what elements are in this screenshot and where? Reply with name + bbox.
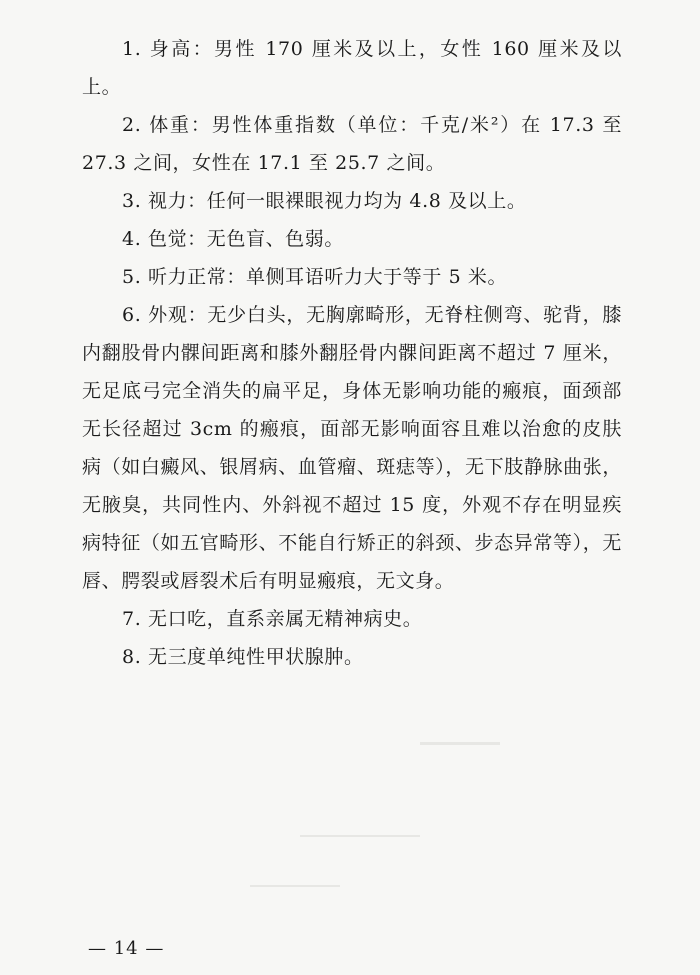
requirement-item-4: 4. 色觉：无色盲、色弱。 xyxy=(122,228,344,250)
requirement-item-7: 7. 无口吃，直系亲属无精神病史。 xyxy=(122,608,423,630)
page-number: — 14 — xyxy=(88,938,165,959)
requirement-item-6: 6. 外观：无少白头，无胸廓畸形，无脊柱侧弯、驼背，膝内翻股骨内髁间距离和膝外翻胫骨内髁间距离不超过 7 厘米，无足底弓完全消失的扁平足，身体无影响功能的瘢痕，面颈部无长径超过 3cm 的瘢痕，面部无影响面容且难以治愈的皮肤病（如白癜风、银屑病、血管瘤、斑痣等），无下肢静脉曲张，无腋臭，共同性内、外斜视不超过 15 度，外观不存在明显疾病特征（如五官畸形、不能自行矫正的斜颈、步态异常等），无唇、腭裂或唇裂术后有明显瘢痕，无文身。 xyxy=(82,304,622,592)
document-body xyxy=(82,30,622,676)
requirement-item-8: 8. 无三度单纯性甲状腺肿。 xyxy=(122,646,364,668)
requirement-item-5: 5. 听力正常：单侧耳语听力大于等于 5 米。 xyxy=(122,266,508,288)
requirement-item-2: 2. 体重：男性体重指数（单位：千克/米²）在 17.3 至 27.3 之间，女性在 17.1 至 25.7 之间。 xyxy=(82,114,622,174)
scan-artifact xyxy=(420,742,500,745)
requirement-item-1: 1. 身高：男性 170 厘米及以上，女性 160 厘米及以上。 xyxy=(82,38,622,98)
requirement-item-3: 3. 视力：任何一眼裸眼视力均为 4.8 及以上。 xyxy=(122,190,527,212)
scan-artifact xyxy=(250,885,340,887)
scan-artifact xyxy=(300,835,420,837)
